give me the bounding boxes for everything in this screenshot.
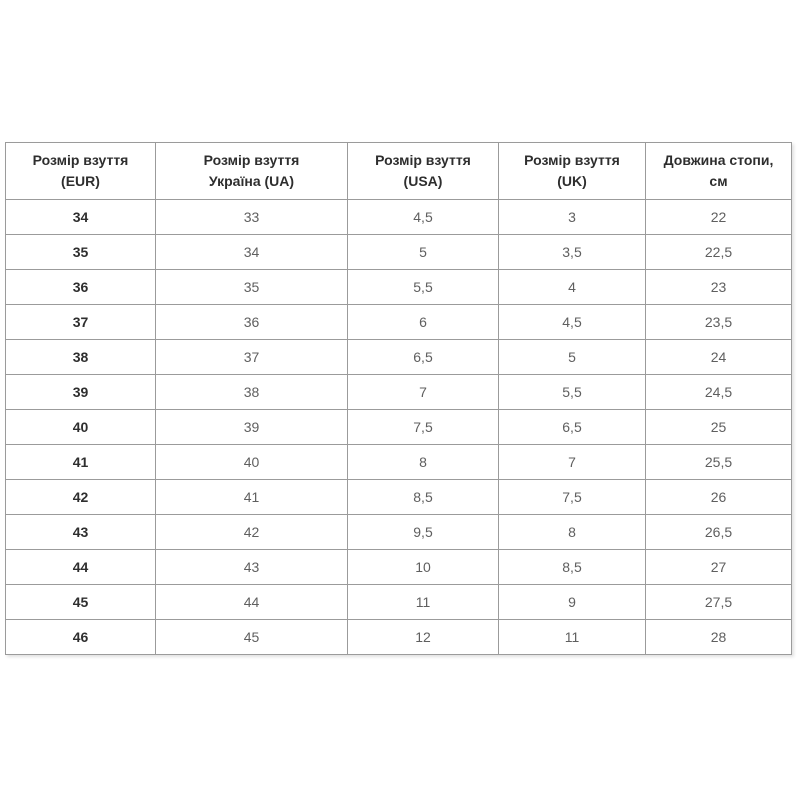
table-row bbox=[6, 375, 792, 410]
cell-uk: 5 bbox=[499, 340, 646, 375]
table-row bbox=[6, 235, 792, 270]
cell-uk: 4,5 bbox=[499, 305, 646, 340]
cell-ua: 36 bbox=[156, 305, 348, 340]
cell-usa: 5 bbox=[348, 235, 499, 270]
column-header-uk-line2: (UK) bbox=[557, 173, 587, 189]
column-header-usa-line1: Розмір взуття bbox=[375, 152, 471, 168]
cell-cm: 25,5 bbox=[646, 445, 792, 480]
cell-usa: 9,5 bbox=[348, 515, 499, 550]
cell-ua: 43 bbox=[156, 550, 348, 585]
cell-uk: 8,5 bbox=[499, 550, 646, 585]
column-header-eur-line2: (EUR) bbox=[61, 173, 100, 189]
cell-ua: 41 bbox=[156, 480, 348, 515]
cell-uk: 9 bbox=[499, 585, 646, 620]
cell-usa: 4,5 bbox=[348, 200, 499, 235]
column-header-ua-line1: Розмір взуття bbox=[203, 152, 300, 168]
column-header-uk-line1: Розмір взуття bbox=[524, 152, 620, 168]
cell-cm: 25 bbox=[646, 410, 792, 445]
cell-cm: 22 bbox=[646, 200, 792, 235]
cell-uk: 5,5 bbox=[499, 375, 646, 410]
cell-eur: 45 bbox=[6, 585, 156, 620]
cell-ua: 38 bbox=[156, 375, 348, 410]
column-header-ua-line2: Україна (UA) bbox=[208, 173, 295, 189]
cell-eur: 35 bbox=[6, 235, 156, 270]
cell-ua: 35 bbox=[156, 270, 348, 305]
cell-cm: 22,5 bbox=[646, 235, 792, 270]
table-row bbox=[6, 200, 792, 235]
column-header-eur-line1: Розмір взуття bbox=[32, 152, 129, 168]
column-header-uk bbox=[499, 143, 646, 200]
cell-usa: 7,5 bbox=[348, 410, 499, 445]
cell-cm: 27,5 bbox=[646, 585, 792, 620]
cell-ua: 44 bbox=[156, 585, 348, 620]
cell-uk: 4 bbox=[499, 270, 646, 305]
column-header-foot-length bbox=[646, 143, 792, 200]
cell-usa: 8 bbox=[348, 445, 499, 480]
cell-usa: 6 bbox=[348, 305, 499, 340]
cell-usa: 8,5 bbox=[348, 480, 499, 515]
cell-cm: 26 bbox=[646, 480, 792, 515]
table-row bbox=[6, 515, 792, 550]
cell-usa: 5,5 bbox=[348, 270, 499, 305]
cell-eur: 40 bbox=[6, 410, 156, 445]
cell-uk: 8 bbox=[499, 515, 646, 550]
cell-eur: 39 bbox=[6, 375, 156, 410]
table-row bbox=[6, 445, 792, 480]
cell-eur: 38 bbox=[6, 340, 156, 375]
cell-usa: 6,5 bbox=[348, 340, 499, 375]
cell-uk: 6,5 bbox=[499, 410, 646, 445]
cell-ua: 45 bbox=[156, 620, 348, 655]
cell-uk: 3,5 bbox=[499, 235, 646, 270]
cell-uk: 3 bbox=[499, 200, 646, 235]
cell-ua: 39 bbox=[156, 410, 348, 445]
cell-cm: 26,5 bbox=[646, 515, 792, 550]
shoe-size-conversion-table-container bbox=[5, 142, 791, 655]
cell-cm: 23 bbox=[646, 270, 792, 305]
table-row bbox=[6, 585, 792, 620]
table-row bbox=[6, 305, 792, 340]
cell-cm: 24 bbox=[646, 340, 792, 375]
cell-usa: 12 bbox=[348, 620, 499, 655]
shoe-size-conversion-table bbox=[5, 142, 792, 655]
cell-ua: 42 bbox=[156, 515, 348, 550]
table-row bbox=[6, 270, 792, 305]
table-row bbox=[6, 550, 792, 585]
table-row bbox=[6, 620, 792, 655]
cell-ua: 40 bbox=[156, 445, 348, 480]
column-header-foot-length-line1: Довжина стопи, bbox=[663, 152, 774, 168]
cell-ua: 34 bbox=[156, 235, 348, 270]
cell-eur: 41 bbox=[6, 445, 156, 480]
cell-eur: 43 bbox=[6, 515, 156, 550]
cell-eur: 46 bbox=[6, 620, 156, 655]
cell-usa: 11 bbox=[348, 585, 499, 620]
column-header-ua bbox=[156, 143, 348, 200]
cell-uk: 11 bbox=[499, 620, 646, 655]
cell-cm: 23,5 bbox=[646, 305, 792, 340]
column-header-usa bbox=[348, 143, 499, 200]
cell-eur: 36 bbox=[6, 270, 156, 305]
cell-cm: 27 bbox=[646, 550, 792, 585]
header-row bbox=[6, 143, 792, 200]
cell-usa: 10 bbox=[348, 550, 499, 585]
cell-cm: 24,5 bbox=[646, 375, 792, 410]
cell-eur: 37 bbox=[6, 305, 156, 340]
column-header-foot-length-line2: см bbox=[709, 173, 728, 189]
cell-uk: 7 bbox=[499, 445, 646, 480]
cell-cm: 28 bbox=[646, 620, 792, 655]
cell-ua: 33 bbox=[156, 200, 348, 235]
cell-eur: 42 bbox=[6, 480, 156, 515]
table-row bbox=[6, 410, 792, 445]
table-row bbox=[6, 480, 792, 515]
table-row bbox=[6, 340, 792, 375]
cell-uk: 7,5 bbox=[499, 480, 646, 515]
cell-ua: 37 bbox=[156, 340, 348, 375]
cell-usa: 7 bbox=[348, 375, 499, 410]
column-header-usa-line2: (USA) bbox=[403, 173, 443, 189]
cell-eur: 44 bbox=[6, 550, 156, 585]
column-header-eur bbox=[6, 143, 156, 200]
cell-eur: 34 bbox=[6, 200, 156, 235]
